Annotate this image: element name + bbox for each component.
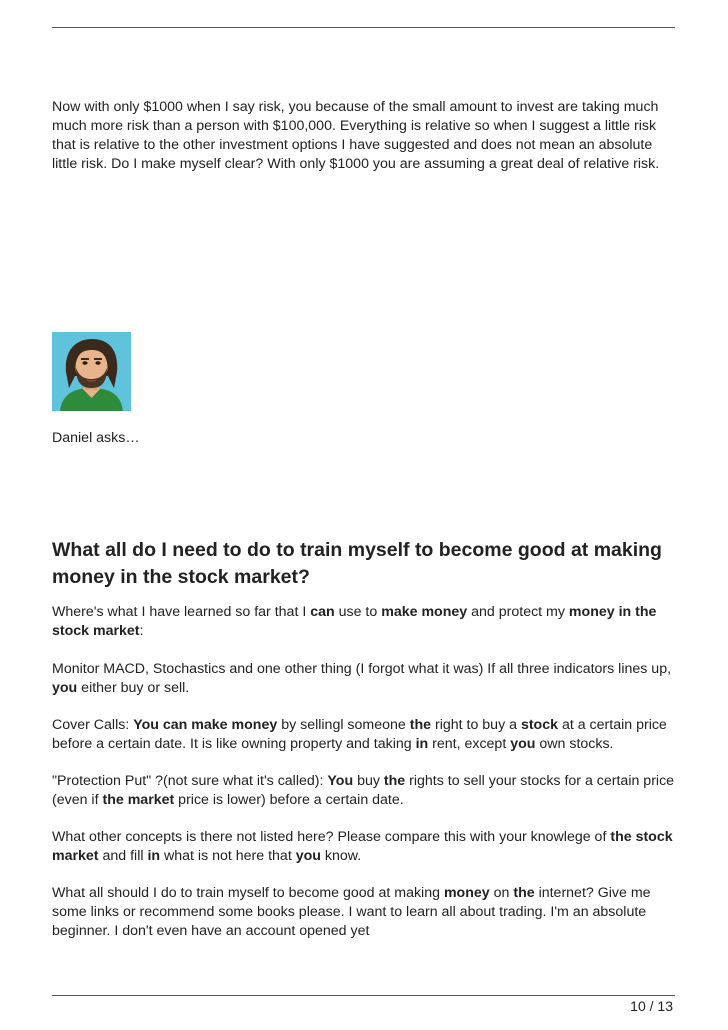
answer-paragraph-2: [52, 660, 676, 698]
intro-paragraph: Now with only $1000 when I say risk, you because of the small amount to invest are taking much much more risk than a person with $100,000. Everything is relative so when I suggest a little risk that is relative to the other investment options I have suggested and does not mean an absolute little risk. Do I make myself clear? With only $1000 you are assuming a great deal of relative risk.: [52, 99, 660, 172]
text-run: rights to sell your stocks for a certain price (even if: [52, 773, 675, 808]
keyword-link[interactable]: in: [147, 848, 161, 864]
text-run: use to: [334, 604, 382, 620]
footer-rule: [52, 995, 675, 996]
keyword-link[interactable]: the: [383, 773, 406, 789]
answer-paragraph-5: [52, 828, 676, 866]
text-run: What all should I do to train myself to become good at making: [52, 885, 444, 901]
answer-paragraph-3: [52, 716, 676, 754]
text-run: price is lower) before a certain date.: [174, 792, 404, 808]
keyword-link[interactable]: can: [310, 604, 335, 620]
text-run: internet? Give me some links or recommend some books please. I want to learn all about trading. I'm an absolute beginner. I don't even have an account opened yet: [52, 885, 651, 939]
keyword-link[interactable]: you: [295, 848, 321, 864]
text-run: "Protection Put" ?(not sure what it's called):: [52, 773, 328, 789]
keyword-link[interactable]: the stock market: [52, 829, 673, 864]
page-number: 10 / 13: [630, 998, 673, 1014]
keyword-link[interactable]: make money: [381, 604, 468, 620]
keyword-link[interactable]: stock: [520, 717, 558, 733]
keyword-link[interactable]: You can make money: [133, 717, 278, 733]
keyword-link[interactable]: You: [327, 773, 354, 789]
keyword-link[interactable]: money: [443, 885, 490, 901]
text-run: own stocks.: [535, 736, 614, 752]
text-run: Where's what I have learned so far that I: [52, 604, 311, 620]
text-run: on: [489, 885, 514, 901]
text-run: know.: [320, 848, 362, 864]
text-run: what is not here that: [160, 848, 296, 864]
text-run: at a certain price before a certain date. It is like owning property and taking: [52, 717, 667, 752]
answer-paragraph-1: [52, 603, 676, 641]
header-rule: [52, 27, 675, 28]
text-run: either buy or sell.: [77, 680, 190, 696]
keyword-link[interactable]: the: [513, 885, 535, 901]
text-run: and fill: [98, 848, 148, 864]
user-avatar: [52, 332, 131, 411]
keyword-link[interactable]: the market: [102, 792, 175, 808]
text-run: and protect my: [467, 604, 569, 620]
text-run: Monitor MACD, Stochastics and one other thing (I forgot what it was) If all three indicators lines up,: [52, 661, 672, 677]
text-run: What other concepts is there not listed here? Please compare this with your knowlege of: [52, 829, 611, 845]
answer-paragraph-6: [52, 884, 676, 941]
keyword-link[interactable]: the: [409, 717, 432, 733]
answer-paragraph-4: [52, 772, 676, 810]
text-run: by sellingl someone: [277, 717, 410, 733]
avatar-icon: [52, 332, 131, 411]
text-run: buy: [353, 773, 384, 789]
keyword-link[interactable]: you: [52, 680, 78, 696]
asker-label: Daniel asks…: [52, 430, 140, 446]
keyword-link[interactable]: money in the stock market: [52, 604, 657, 639]
keyword-link[interactable]: in: [415, 736, 429, 752]
text-run: Cover Calls:: [52, 717, 134, 733]
keyword-link[interactable]: you: [510, 736, 536, 752]
text-run: :: [139, 623, 144, 639]
question-heading: What all do I need to do to train myself to become good at making money in the stock market?: [52, 539, 662, 588]
text-run: right to buy a: [431, 717, 521, 733]
text-run: rent, except: [428, 736, 511, 752]
